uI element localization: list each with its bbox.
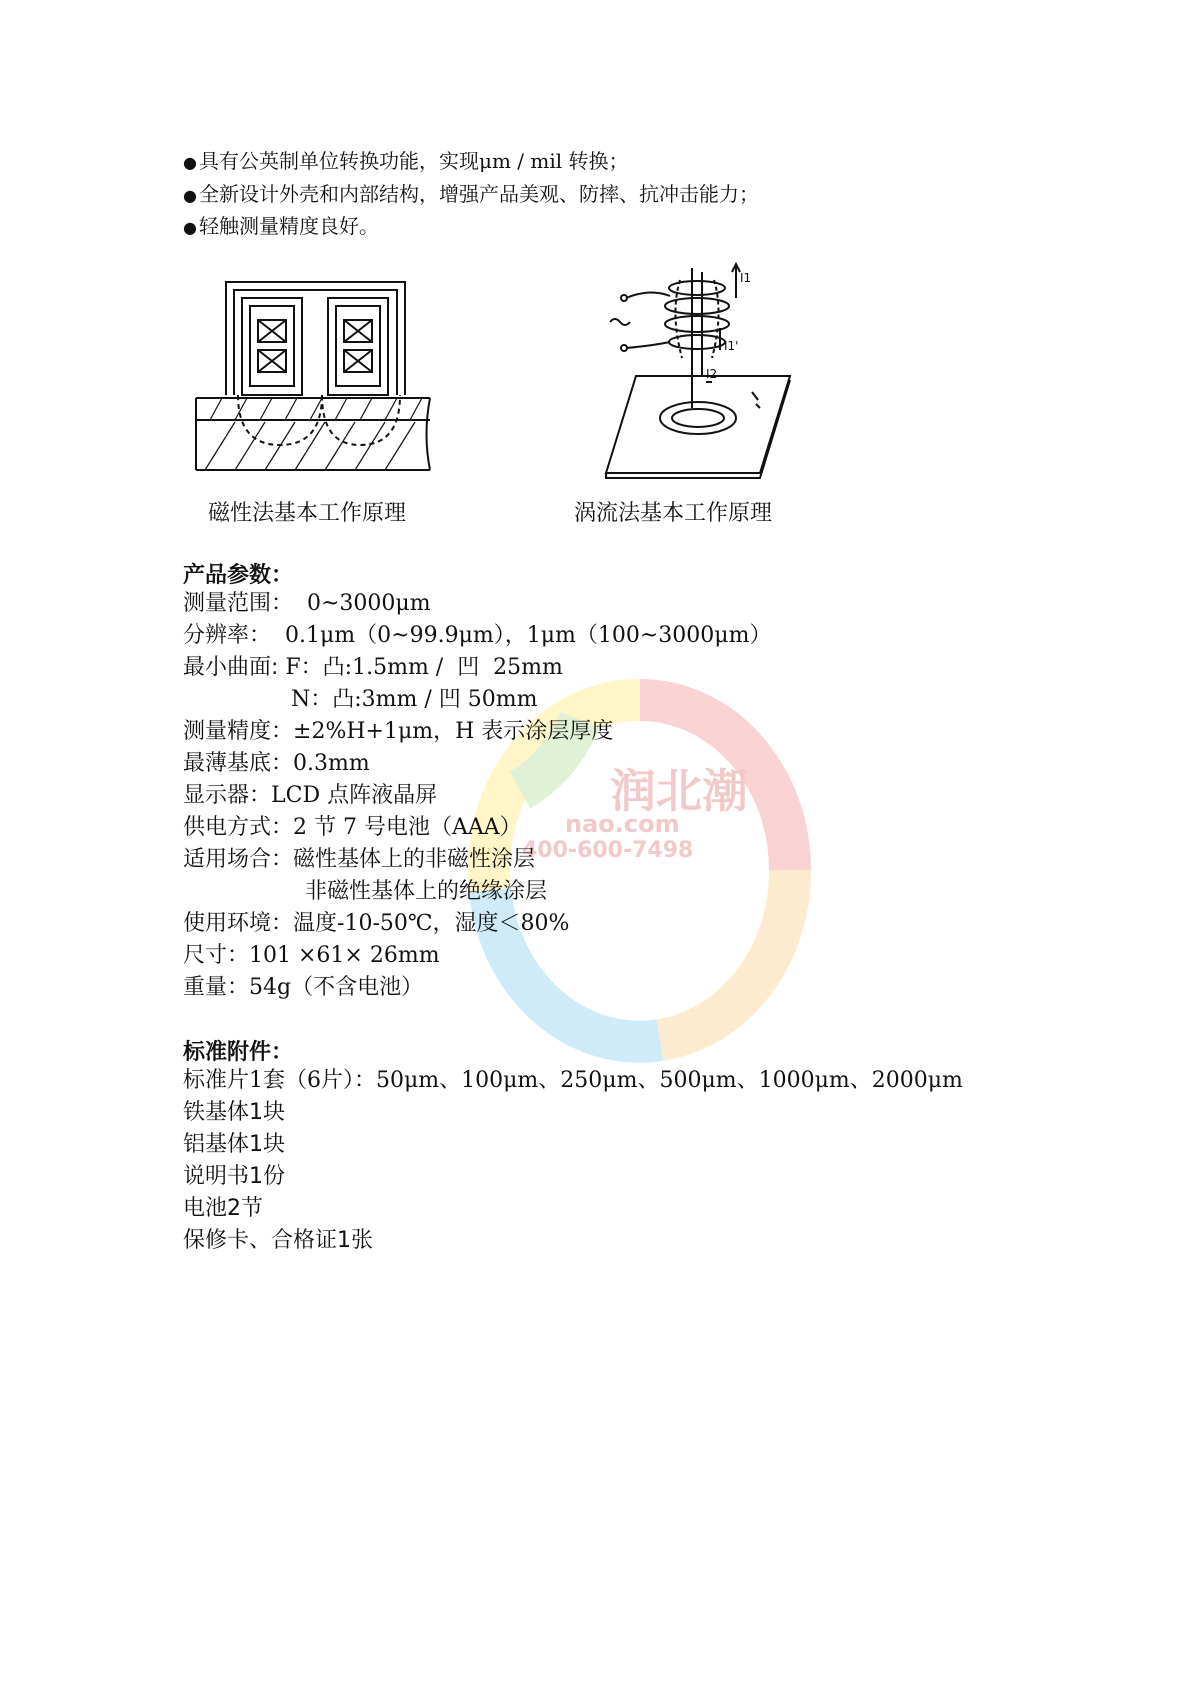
eddy-current-caption: 涡流法基本工作原理 xyxy=(574,501,773,526)
feature-item: ● 全新设计外壳和内部结构，增强产品美观、防摔、抗冲击能力； xyxy=(183,181,759,206)
watermark-name: 润北潮 xyxy=(610,764,748,818)
param-row: 尺寸：101 ×61× 26mm xyxy=(183,943,440,968)
feature-item: ● 具有公英制单位转换功能，实现μm / mil 转换； xyxy=(183,149,629,173)
param-row: 适用场合：磁性基体上的非磁性涂层 xyxy=(183,847,536,872)
accessory-item: 说明书1份 xyxy=(183,1164,285,1189)
feature-item: ● 轻触测量精度良好。 xyxy=(183,214,379,238)
eddy-current-diagram xyxy=(600,258,800,487)
param-row: 测量精度：±2%H+1μm，H 表示涂层厚度 xyxy=(183,719,614,744)
watermark-phone: 400-600-7498 xyxy=(522,838,694,863)
accessory-item: 铝基体1块 xyxy=(183,1132,285,1157)
bullet-icon: ● xyxy=(183,185,197,205)
param-row: 最小曲面: F：凸:1.5mm / 凹 25mm xyxy=(183,655,563,680)
accessory-item: 电池2节 xyxy=(183,1196,263,1221)
param-row: 显示器：LCD 点阵液晶屏 xyxy=(183,783,438,808)
param-row: 供电方式：2 节 7 号电池（AAA） xyxy=(183,815,522,840)
accessories-title: 标准附件： xyxy=(183,1040,294,1065)
current-label-i2: I2 xyxy=(706,367,718,381)
bullet-icon: ● xyxy=(183,218,197,237)
magnetic-probe-icon xyxy=(190,270,440,480)
param-row: 非磁性基体上的绝缘涂层 xyxy=(305,879,548,904)
bullet-icon: ● xyxy=(183,153,197,172)
magnetic-method-caption: 磁性法基本工作原理 xyxy=(208,501,407,526)
accessories-list xyxy=(183,1065,963,1257)
params-list xyxy=(183,588,771,1004)
current-label-i1: I1 xyxy=(740,271,752,285)
watermark-domain: nao.com xyxy=(565,810,680,838)
param-row: 测量范围： 0~3000μm xyxy=(183,591,431,616)
eddy-probe-icon xyxy=(600,258,800,483)
param-row: N：凸:3mm / 凹 50mm xyxy=(291,687,538,712)
accessory-item: 铁基体1块 xyxy=(183,1100,285,1125)
param-row: 重量：54g（不含电池） xyxy=(183,975,424,1000)
accessory-item: 标准片1套（6片）：50μm、100μm、250μm、500μm、1000μm、2000μm xyxy=(183,1068,963,1093)
param-row: 使用环境：温度-10-50℃，湿度＜80% xyxy=(183,911,570,936)
param-row: 分辨率： 0.1μm（0~99.9μm），1μm（100~3000μm） xyxy=(183,623,772,648)
current-label-i1-prime: I1' xyxy=(724,339,739,353)
magnetic-method-diagram xyxy=(190,270,440,484)
params-title: 产品参数： xyxy=(183,563,294,588)
param-row: 最薄基底：0.3mm xyxy=(183,751,370,776)
feature-list xyxy=(183,146,759,244)
accessory-item: 保修卡、合格证1张 xyxy=(183,1228,373,1253)
